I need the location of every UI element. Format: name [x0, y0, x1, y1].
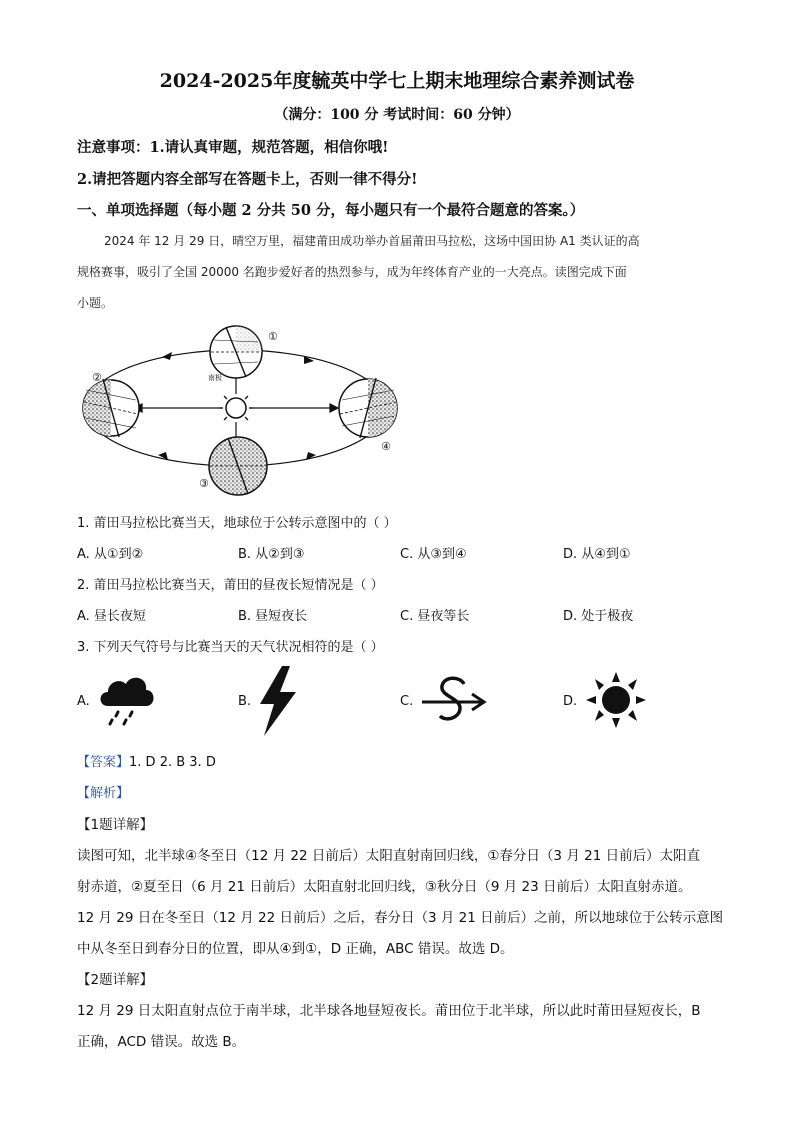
question-2-stem: 2. 莆田马拉松比赛当天，莆田的昼夜长短情况是（ ）	[77, 578, 384, 593]
notes-line-2: 2.请把答题内容全部写在答题卡上，否则一律不得分!	[77, 171, 418, 188]
section-heading: 一、单项选择题（每小题 2 分共 50 分，每小题只有一个最符合题意的答案。）	[77, 202, 585, 219]
notes-line-1: 注意事项：1.请认真审题，规范答题，相信你哦!	[77, 139, 389, 156]
answer-label: 【答案】	[77, 755, 130, 770]
q1-detail-line-4: 中从冬至日到春分日的位置，即从④到①，D 正确，ABC 错误。故选 D。	[77, 941, 514, 957]
intro-line-3: 小题。	[77, 296, 114, 310]
earth-position-1	[208, 326, 278, 382]
q2-detail-line-2: 正确，ACD 错误。故选 B。	[77, 1034, 246, 1050]
question-1-option-a: A. 从①到②	[77, 547, 144, 562]
wind-icon	[420, 676, 490, 724]
question-1-option-c: C. 从③到④	[400, 547, 467, 562]
intro-line-2: 规格赛事，吸引了全国 20000 名跑步爱好者的热烈参与，成为年终体育产业的一大亮点。读图完成下面	[77, 265, 627, 279]
q1-detail-line-3: 12 月 29 日在冬至日（12 月 22 日前后）之后，春分日（3 月 21 日前后）之前，所以地球位于公转示意图	[77, 910, 724, 926]
question-3-option-c: C.	[400, 694, 414, 709]
svg-text:②: ②	[92, 371, 102, 384]
lightning-icon	[256, 666, 298, 736]
q1-detail-label: 【1题详解】	[77, 817, 154, 833]
q2-detail-line-1: 12 月 29 日太阳直射点位于南半球，北半球各地昼短夜长。莆田位于北半球，所以此时莆田昼短夜长，B	[77, 1003, 701, 1019]
sun-icon	[584, 670, 648, 730]
rain-cloud-icon	[96, 672, 156, 728]
question-3-option-a: A.	[77, 694, 90, 709]
page-title: 2024-2025年度毓英中学七上期末地理综合素养测试卷	[159, 70, 635, 92]
orbit-diagram	[76, 324, 436, 498]
svg-text:南极: 南极	[208, 374, 222, 382]
question-1-option-b: B. 从②到③	[238, 547, 305, 562]
sun-center-icon	[219, 396, 253, 420]
question-3-option-d: D.	[563, 694, 578, 709]
question-2-option-d: D. 处于极夜	[563, 609, 634, 624]
answer-text: 1. D 2. B 3. D	[129, 755, 216, 770]
q1-detail-line-2: 射赤道，②夏至日（6 月 21 日前后）太阳直射北回归线，③秋分日（9 月 23 日前后）太阳直射赤道。	[77, 879, 692, 895]
earth-position-3	[199, 437, 267, 495]
page-subtitle: （满分：100 分 考试时间：60 分钟）	[274, 107, 520, 123]
earth-position-4	[339, 378, 397, 453]
question-3-option-b: B.	[238, 694, 252, 709]
q1-detail-line-1: 读图可知，北半球④冬至日（12 月 22 日前后）太阳直射南回归线，①春分日（3 月 21 日前后）太阳直	[77, 848, 701, 864]
question-1-stem: 1. 莆田马拉松比赛当天，地球位于公转示意图中的（ ）	[77, 516, 397, 531]
question-2-option-b: B. 昼短夜长	[238, 609, 308, 624]
intro-line-1: 2024 年 12 月 29 日，晴空万里，福建莆田成功举办首届莆田马拉松，这场中国田协 A1 类认证的高	[104, 234, 640, 248]
earth-position-2	[83, 371, 139, 437]
answer-line	[77, 751, 216, 770]
question-1-option-d: D. 从④到①	[563, 547, 631, 562]
question-3-stem: 3. 下列天气符号与比赛当天的天气状况相符的是（ ）	[77, 640, 384, 655]
question-2-option-a: A. 昼长夜短	[77, 609, 146, 624]
question-2-option-c: C. 昼夜等长	[400, 609, 470, 624]
q2-detail-label: 【2题详解】	[77, 972, 154, 988]
analysis-label: 【解析】	[77, 786, 130, 801]
svg-text:④: ④	[381, 440, 391, 453]
svg-text:①: ①	[268, 330, 278, 343]
svg-text:③: ③	[199, 477, 209, 490]
